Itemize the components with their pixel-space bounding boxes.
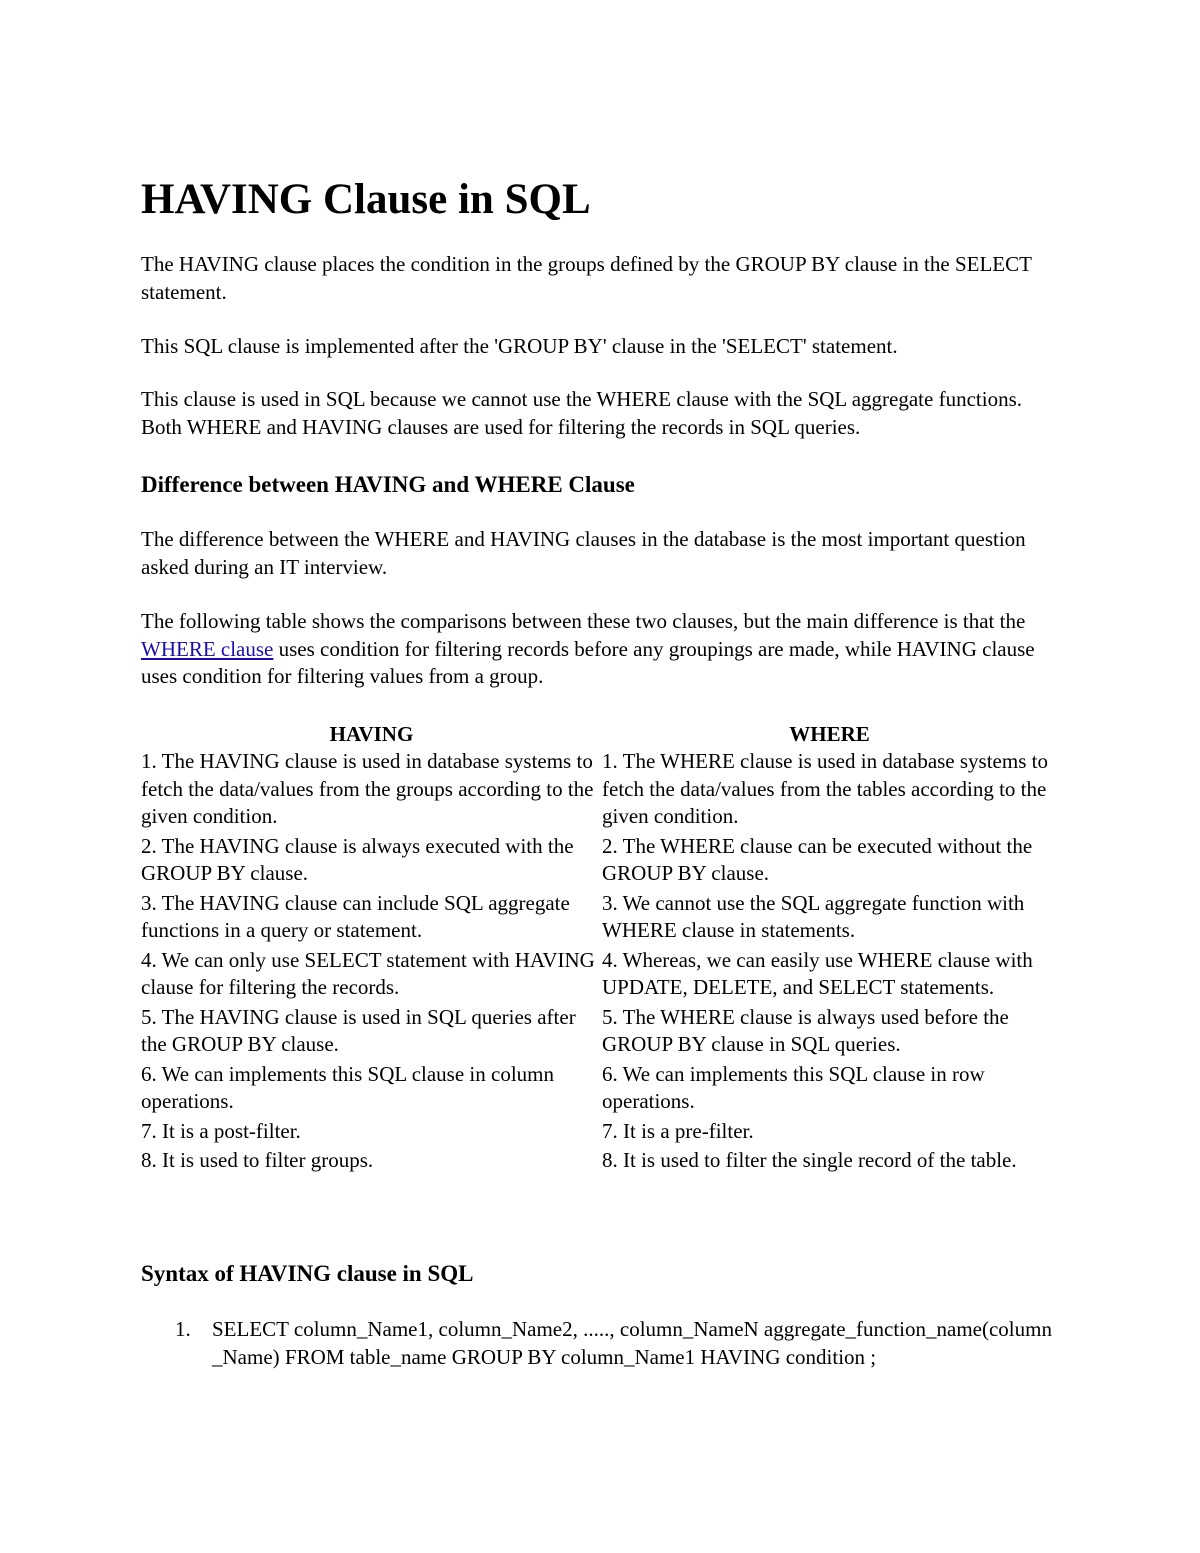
where-cell: 4. Whereas, we can easily use WHERE clause with UPDATE, DELETE, and SELECT statements. (602, 947, 1033, 999)
syntax-list (141, 1316, 1061, 1371)
where-cell: 2. The WHERE clause can be executed without the GROUP BY clause. (602, 833, 1033, 885)
intro-paragraph-3: This clause is used in SQL because we cannot use the WHERE clause with the SQL aggregate functions. Both WHERE and HAVING clauses are used for filtering the records in SQL queries. (141, 387, 1022, 439)
where-cell: 1. The WHERE clause is used in database systems to fetch the data/values from the tables according to the given condition. (602, 749, 1048, 828)
table-row (141, 1061, 1057, 1118)
table-row (141, 748, 1057, 833)
where-cell: 5. The WHERE clause is always used before the GROUP BY clause in SQL queries. (602, 1004, 1009, 1056)
list-item-number: 1. (175, 1317, 191, 1341)
list-item (141, 1316, 1052, 1371)
having-cell: 1. The HAVING clause is used in database systems to fetch the data/values from the groups according to the given condition. (141, 749, 594, 828)
having-cell: 6. We can implements this SQL clause in column operations. (141, 1061, 554, 1113)
header-where: WHERE (789, 721, 870, 746)
syntax-heading: Syntax of HAVING clause in SQL (141, 1261, 474, 1286)
intro-paragraph-2: This SQL clause is implemented after the 'GROUP BY' clause in the 'SELECT' statement. (141, 334, 898, 358)
having-cell: 4. We can only use SELECT statement with HAVING clause for filtering the records. (141, 947, 595, 999)
having-cell: 2. The HAVING clause is always executed with the GROUP BY clause. (141, 833, 574, 885)
where-cell: 8. It is used to filter the single record of the table. (602, 1148, 1017, 1172)
table-row (141, 947, 1057, 1004)
table-row (141, 1004, 1057, 1061)
table-row (141, 833, 1057, 890)
where-cell: 3. We cannot use the SQL aggregate function with WHERE clause in statements. (602, 890, 1025, 942)
difference-heading: Difference between HAVING and WHERE Clause (141, 472, 635, 497)
intro-paragraph-1: The HAVING clause places the condition in the groups defined by the GROUP BY clause in the SELECT statement. (141, 252, 1032, 304)
having-cell: 5. The HAVING clause is used in SQL queries after the GROUP BY clause. (141, 1004, 576, 1056)
page-title: HAVING Clause in SQL (141, 176, 591, 223)
syntax-code: SELECT column_Name1, column_Name2, ....., column_NameN aggregate_function_name(column_Name) FROM table_name GROUP BY column_Name1 HAVING condition ; (212, 1317, 1052, 1369)
table-row (141, 1118, 1057, 1148)
comparison-table (141, 718, 1057, 1177)
table-row (141, 890, 1057, 947)
difference-paragraph-2 (141, 608, 1061, 691)
difference-text-after-link: uses condition for filtering records before any groupings are made, while HAVING clause uses condition for filtering values from a group. (141, 636, 1035, 688)
difference-text-before-link: The following table shows the comparisons between these two clauses, but the main difference is that the (141, 609, 1026, 633)
having-cell: 8. It is used to filter groups. (141, 1148, 374, 1172)
header-having: HAVING (329, 721, 414, 746)
where-cell: 6. We can implements this SQL clause in row operations. (602, 1061, 985, 1113)
having-cell: 7. It is a post-filter. (141, 1118, 301, 1143)
table-row (141, 1147, 1057, 1177)
where-clause-link[interactable]: WHERE clause (141, 636, 274, 661)
where-cell: 7. It is a pre-filter. (602, 1118, 754, 1143)
table-header-row (141, 718, 1057, 748)
having-cell: 3. The HAVING clause can include SQL aggregate functions in a query or statement. (141, 890, 570, 942)
difference-paragraph-1: The difference between the WHERE and HAVING clauses in the database is the most important question asked during an IT interview. (141, 527, 1026, 579)
